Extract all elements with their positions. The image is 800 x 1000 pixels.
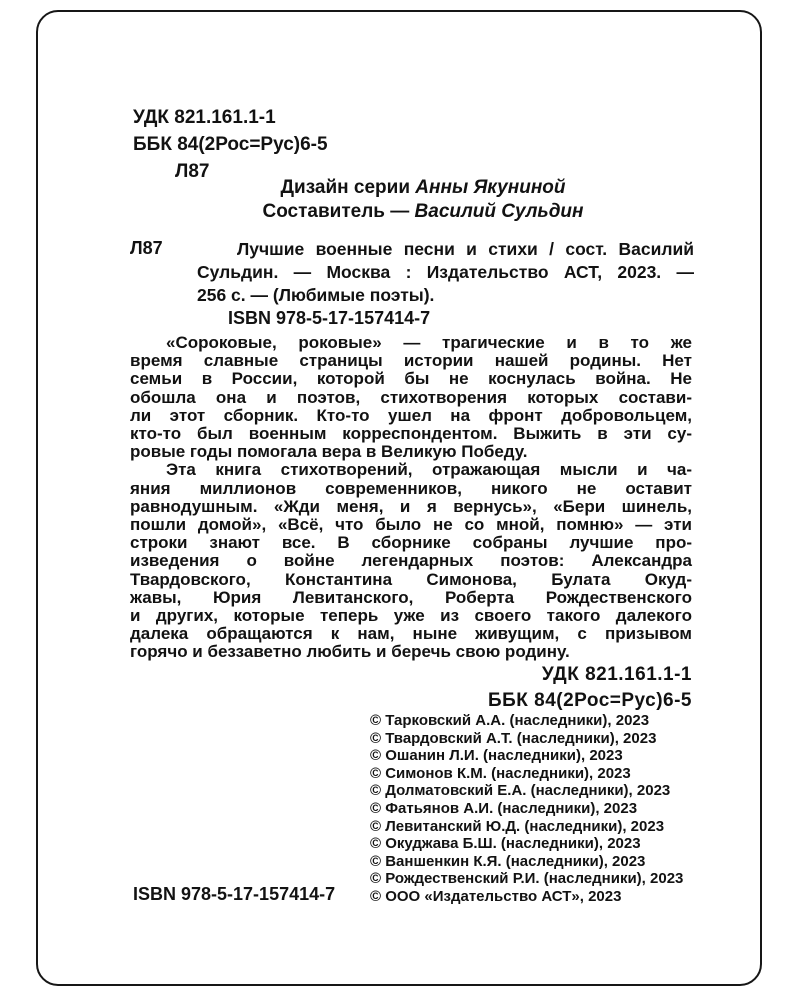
annotation-line: «Сороковые, роковые» — трагические и в то же (166, 333, 692, 352)
compiler-line (142, 200, 704, 224)
annotation-line: обошла она и поэтов, стихотворения которых состави- (130, 387, 692, 407)
isbn-entry: ISBN 978-5-17-157414-7 (228, 308, 431, 328)
footer-codes-block (488, 662, 692, 714)
annotation-line: жавы, Юрия Левитанского, Роберта Рождественского (130, 587, 692, 607)
compiler-name: Василий Сульдин (414, 201, 584, 222)
annotation-paragraph-2 (130, 461, 692, 661)
annotation-block (130, 334, 692, 662)
isbn-bottom: ISBN 978-5-17-157414-7 (133, 884, 336, 904)
copyright-line: © Ваншенкин К.Я. (наследники), 2023 (370, 852, 646, 870)
copyright-list (370, 712, 740, 906)
bbk-code-top: ББК 84(2Рос=Рус)6-5 (133, 134, 328, 155)
series-design-line (142, 176, 704, 200)
annotation-paragraph-1 (130, 334, 692, 461)
annotation-line: строки знают все. В сборнике собраны лучшие про- (130, 533, 692, 553)
annotation-line: горячо и беззаветно любить и беречь свою родину. (130, 642, 570, 662)
catalog-entry (197, 238, 694, 307)
copyright-line: © Симонов К.М. (наследники), 2023 (370, 764, 631, 782)
annotation-line: ровые годы помогала вера в Великую Победу. (130, 442, 528, 462)
copyright-line: © Долматовский Е.А. (наследники), 2023 (370, 782, 671, 800)
annotation-line: равнодушным. «Жди меня, и я вернусь», «Бери шинель, (130, 496, 692, 516)
copyright-line: © Ошанин Л.И. (наследники), 2023 (370, 747, 623, 765)
annotation-line: далека обращаются к нам, ныне живущим, с призывом (130, 624, 692, 644)
annotation-line: время славные страницы истории нашей родины. Нет (130, 351, 692, 371)
copyright-line: © Окуджава Б.Ш. (наследники), 2023 (370, 835, 641, 853)
catalog-entry-code: Л87 (130, 238, 163, 258)
header-codes-block (133, 104, 328, 185)
copyright-line: © Тарковский А.А. (наследники), 2023 (370, 712, 650, 729)
author-sign-top: Л87 (175, 161, 210, 182)
annotation-line: семьи в России, которой бы не коснулась война. Не (130, 369, 692, 389)
copyright-line: © ООО «Издательство АСТ», 2023 (370, 887, 622, 905)
copyright-line: © Фатьянов А.И. (наследники), 2023 (370, 799, 638, 817)
catalog-entry-line: Сульдин. — Москва : Издательство АСТ, 2023. — (197, 262, 694, 282)
annotation-line: кто-то был военным корреспондентом. Выжить в эти су- (130, 424, 692, 444)
copyright-line: © Твардовский А.Т. (наследники), 2023 (370, 729, 657, 747)
series-design-label: Дизайн серии (280, 177, 416, 198)
annotation-line: Твардовского, Константина Симонова, Булата Окуд- (130, 569, 692, 589)
annotation-line: яния миллионов современников, никого не оставит (130, 478, 692, 498)
bbk-code-bottom: ББК 84(2Рос=Рус)6-5 (487, 690, 692, 711)
series-designer-name: Анны Якуниной (415, 177, 566, 198)
annotation-line: Эта книга стихотворений, отражающая мысли и ча- (166, 460, 692, 480)
annotation-line: изведения о войне легендарных поэтов: Александра (130, 551, 692, 571)
annotation-line: ли этот сборник. Кто-то ушел на фронт добровольцем, (130, 405, 692, 425)
copyright-line: © Рождественский Р.И. (наследники), 2023 (370, 870, 684, 888)
credits-block (142, 176, 704, 224)
compiler-label: Составитель — (262, 201, 415, 222)
catalog-entry-line: Лучшие военные песни и стихи / сост. Василий (237, 239, 694, 259)
annotation-line: и других, которые теперь уже из своего такого далекого (130, 606, 692, 626)
udk-code-top: УДК 821.161.1-1 (133, 107, 276, 128)
copyright-line: © Левитанский Ю.Д. (наследники), 2023 (370, 817, 665, 835)
udk-code-bottom: УДК 821.161.1-1 (541, 664, 692, 685)
catalog-entry-line: 256 с. — (Любимые поэты). (197, 285, 435, 305)
annotation-line: пошли домой», «Всё, что было не со мной, помню» — эти (130, 515, 692, 535)
